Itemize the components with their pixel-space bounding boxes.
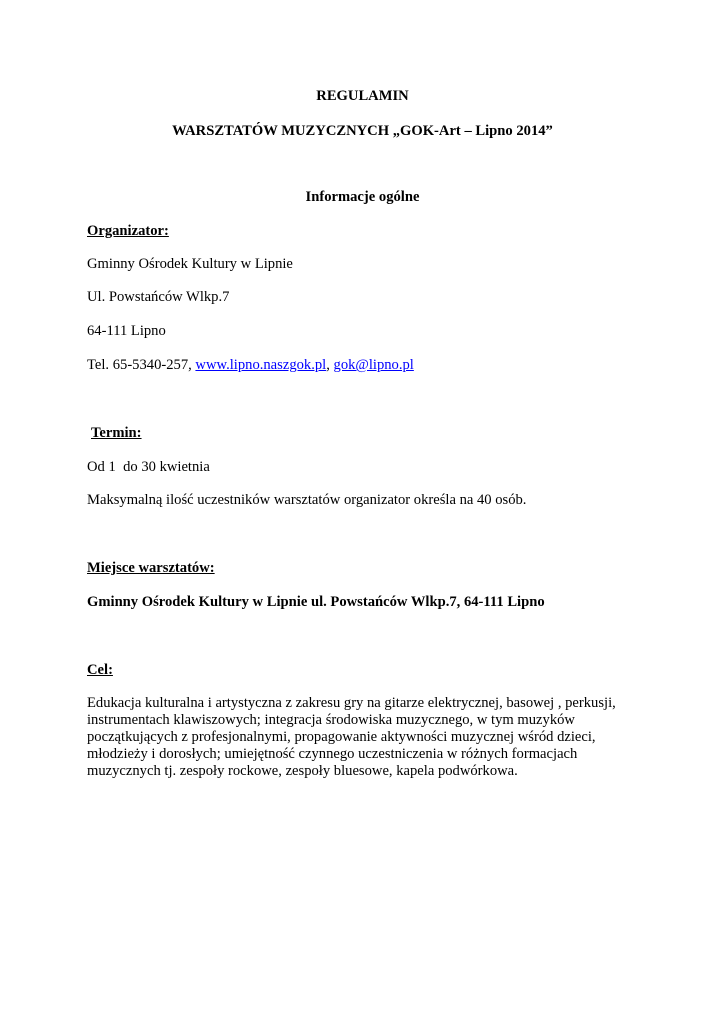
goal-line: Edukacja kulturalna i artystyczna z zakresu gry na gitarze elektrycznej, basowej , perkusji, — [87, 695, 616, 711]
goal-heading: Cel: — [87, 662, 113, 678]
venue-address: Gminny Ośrodek Kultury w Lipnie ul. Powstańców Wlkp.7, 64-111 Lipno — [87, 594, 545, 610]
document-title: REGULAMIN — [316, 88, 409, 104]
goal-line: muzycznych tj. zespoły rockowe, zespoły bluesowe, kapela podwórkowa. — [87, 763, 518, 779]
goal-line: instrumentach klawiszowych; integracja środowiska muzycznego, w tym muzyków — [87, 712, 575, 728]
participant-limit: Maksymalną ilość uczestników warsztatów organizator określa na 40 osób. — [87, 492, 527, 508]
venue-heading: Miejsce warsztatów: — [87, 560, 215, 576]
organizer-street: Ul. Powstańców Wlkp.7 — [87, 289, 230, 305]
term-heading: Termin: — [91, 425, 142, 441]
organizer-city: 64-111 Lipno — [87, 323, 166, 339]
organizer-name: Gminny Ośrodek Kultury w Lipnie — [87, 256, 293, 272]
goal-paragraph — [87, 695, 647, 780]
document-subtitle: WARSZTATÓW MUZYCZNYCH „GOK-Art – Lipno 2014” — [172, 123, 553, 139]
organizer-contact — [87, 357, 414, 374]
general-info-heading: Informacje ogólne — [305, 189, 420, 205]
email-link[interactable]: gok@lipno.pl — [333, 357, 414, 373]
organizer-heading: Organizator: — [87, 223, 169, 239]
organizer-phone: Tel. 65-5340-257, — [87, 357, 196, 373]
contact-separator: , — [326, 357, 334, 373]
term-dates: Od 1 do 30 kwietnia — [87, 459, 210, 475]
goal-line: początkujących z profesjonalnymi, propagowanie aktywności muzycznej wśród dzieci, — [87, 729, 596, 745]
goal-line: młodzieży i dorosłych; umiejętność czynnego uczestniczenia w różnych formacjach — [87, 746, 578, 762]
website-link[interactable]: www.lipno.naszgok.pl — [195, 357, 327, 373]
